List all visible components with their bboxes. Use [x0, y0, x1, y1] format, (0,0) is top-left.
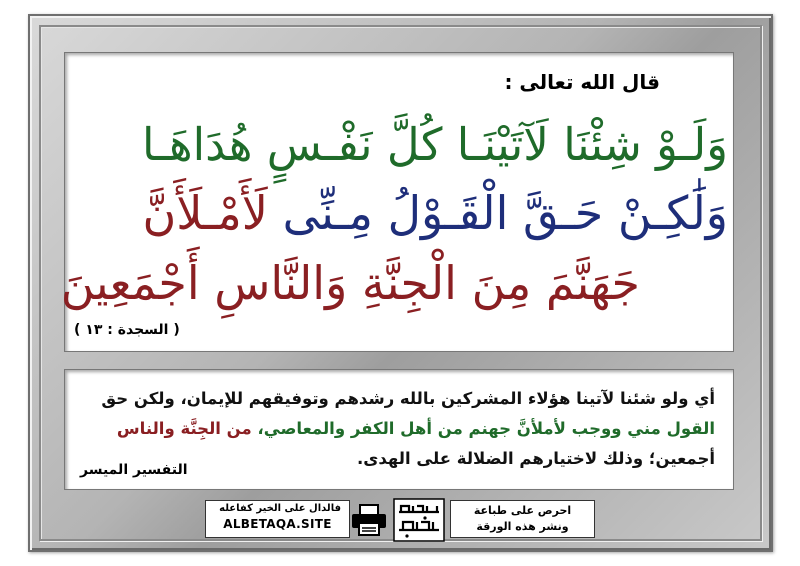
site-box	[205, 500, 350, 538]
verse-reference: ( السجدة : ١٣ )	[74, 322, 180, 338]
printer-icon	[350, 503, 388, 537]
site-url: ALBETAQA.SITE	[223, 517, 332, 531]
verse-line-2-part-b: لَأَمْـلَأَنَّ	[142, 186, 269, 240]
logo-icon	[393, 498, 445, 542]
promo-line-2: ونشر هذه الورقة	[476, 520, 569, 533]
verse-line-1: وَلَـوْ شِئْنَا لَآتَيْنَـا كُلَّ نَفْـسٍ هُدَاهَـا	[141, 118, 728, 171]
verse-line-2	[142, 186, 728, 240]
verse-line-3: جَهَنَّمَ مِنَ الْجِنَّةِ وَالنَّاسِ أَجْمَعِينَ	[60, 256, 640, 310]
verse-intro: قال الله تعالى :	[504, 70, 660, 94]
tafsir-line-2-main: القول مني ووجب لأملأنَّ جهنم من أهل الكفر والمعاصي،	[257, 419, 715, 438]
tafsir-line-1: أي ولو شئنا لآتينا هؤلاء المشركين بالله رشدهم وتوفيقهم للإيمان، ولكن حق	[101, 389, 715, 408]
promo-line-1: احرص على طباعة	[473, 504, 572, 517]
tafsir-text	[80, 384, 715, 474]
verse-line-2-part-a: وَلَٰكِـنْ حَـقَّ الْقَـوْلُ مِـنِّى	[282, 186, 728, 240]
promo-box	[450, 500, 595, 538]
tafsir-line-3: أجمعين؛ وذلك لاختيارهم الضلالة على الهدى.	[356, 449, 715, 468]
tafsir-line-2-highlight: من الجِنَّة والناس	[116, 419, 252, 438]
tafsir-line-2	[80, 414, 715, 444]
site-caption: فالدال على الخير كفاعله	[219, 503, 341, 514]
tafsir-source: التفسير الميسر	[80, 462, 188, 478]
